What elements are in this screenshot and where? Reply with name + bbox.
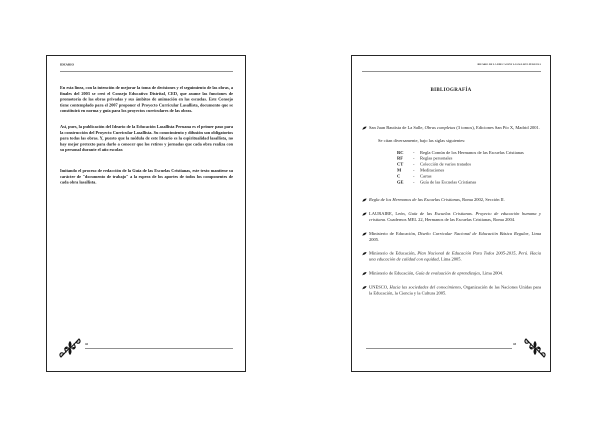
entry-author: Ministerio de Educación, — [369, 250, 418, 256]
entry-title: Guía de evaluación de aprendizajes — [415, 270, 481, 276]
entry-details: , Lima 2004. — [480, 270, 504, 276]
paragraph: Así, pues, la publicación del Ideario de la Educación Lasallista Peruana es el primer paso para la construcción del Proyecto Curricular Lasallista. Su conocimiento y difusión son obligatorios para todas las obras. Y, puesto que la médula de este Ideario es la espiritualidad lasallista, no hay mejor pretexto para darlo a conocer que los retiros y jornadas que cada obra realiza con su personal durante el año escolar. — [60, 123, 233, 153]
entry-author: UNESCO, — [369, 284, 390, 290]
leaf-bullet-icon — [362, 285, 367, 289]
bibliography-entry — [362, 251, 541, 263]
sigla-text: Regla Común de los Hermanos de las Escuelas Cristianas — [420, 149, 524, 155]
entry-title: Plan Nacional de Educación Para Todos 2005-2015, Perú. Hacia una educación de calidad con equidad — [369, 250, 541, 262]
sigla-separator: - — [413, 155, 415, 161]
footer-rule — [366, 348, 512, 349]
sigla-code: RC — [397, 149, 404, 155]
entry-details: (3 tomos), Ediciones San Pío X, Madrid 2001. — [455, 125, 540, 130]
bibliography-entry — [362, 125, 541, 131]
sigla-separator: - — [413, 167, 415, 173]
entry-details: Cuadernos MEL 22, Hermanos de las Escuelas Cristianas, Roma 2004. — [386, 216, 516, 222]
leaf-bullet-icon — [362, 212, 367, 216]
leaf-bullet-icon — [362, 126, 367, 130]
sigla-code: C — [397, 173, 401, 179]
leaf-bullet-icon — [362, 232, 367, 236]
right-page-content — [352, 56, 550, 371]
leaf-bullet-icon — [362, 198, 367, 202]
running-head: IDEARIO DE LA EDUCACIÓN LASALLISTA PERUANA — [477, 63, 541, 66]
entry-author: LAURAIRE, León, — [369, 211, 409, 217]
header-rule — [362, 72, 541, 73]
bibliography-entry — [362, 231, 541, 243]
sigla-text: Meditaciones — [420, 167, 445, 173]
right-page — [351, 55, 551, 372]
entry-details: , Roma 2002, Sección II. — [459, 197, 505, 203]
bibliography-entry — [362, 270, 541, 276]
leaf-bullet-icon — [362, 252, 367, 256]
entry-details: , Organización de las Naciones Unidas para la Educación, la Ciencia y la Cultura 2005. — [369, 284, 542, 296]
entry-author: Ministerio de Educación, — [369, 270, 416, 276]
left-page — [46, 55, 246, 372]
bibliography-entry — [362, 284, 541, 296]
sigla-row — [362, 179, 541, 185]
entry-title: Obras completas — [424, 125, 456, 130]
sigla-separator: - — [413, 179, 415, 185]
sigla-code: RF — [397, 155, 403, 161]
page-number: 43 — [513, 343, 516, 346]
sigla-text: Guía de las Escuelas Cristianas — [420, 179, 477, 185]
sigla-separator: - — [413, 173, 415, 179]
body-text — [60, 85, 233, 185]
entry-title: Guía de las Escuelas Cristianas. Proyecto de educación humana y cristiana. — [369, 211, 541, 222]
entry-title: Diseño Curricular Nacional de Educación Básica Regular — [417, 230, 529, 236]
sigla-code: M — [397, 167, 402, 173]
entry-details: , Lima 2005. — [438, 256, 462, 262]
bibliography-title: BIBLIOGRAFÍA — [430, 87, 472, 93]
footer-rule — [85, 348, 233, 349]
left-page-content — [47, 56, 245, 371]
sigla-code: GE — [397, 179, 404, 185]
sigla-list — [362, 150, 541, 185]
entry-title: Regla de los Hermanos de las Escuelas Cristianas — [369, 197, 460, 203]
bibliography-entry — [362, 197, 541, 203]
sigla-separator: - — [413, 149, 415, 155]
entry-title: Hacia las sociedades del conocimiento — [389, 284, 461, 290]
sigla-code: CT — [397, 161, 404, 167]
paragraph: Imitando el proceso de redacción de la Guía de las Escuelas Cristianas, este texto mantiene su carácter de "documento de trabajo" a la espera de los aportes de todos los componentes de cada obra lasallista. — [60, 167, 233, 185]
sigla-text: Reglas personales — [420, 155, 453, 161]
sigla-text: Cartas — [420, 173, 432, 179]
bibliography-list — [362, 125, 541, 296]
header-rule — [60, 72, 233, 73]
entry-details: , Lima 2005. — [369, 230, 541, 242]
sigla-intro: Se citan diversamente, bajo las siglas siguientes: — [378, 137, 466, 143]
paragraph: En esta línea, con la intención de mejorar la toma de decisiones y el seguimiento de las obras, a finales del 2003 se creó el Consejo Educativo Distrital, CED, que asume las funciones de promotoría de las obras privadas y sus ámbitos de animación en las escuelas. Este Consejo tiene contemplado para el 2007 proponer el Proyecto Curricular Lasallista, documento que se constituirá en norma y guía para los proyectos curriculares de las obras. — [60, 85, 233, 114]
floral-ornament-icon — [523, 336, 547, 360]
floral-ornament-icon — [58, 336, 82, 360]
entry-author: Ministerio de Educación, — [369, 230, 418, 236]
running-head: IDEARIO — [60, 63, 75, 67]
entry-author: San Juan Bautista de La Salle, — [369, 125, 425, 130]
page-number: 42 — [85, 343, 88, 346]
sigla-text: Colección de varios tratados — [420, 161, 472, 167]
bibliography-entry — [362, 211, 541, 223]
leaf-bullet-icon — [362, 271, 367, 275]
sigla-separator: - — [413, 161, 415, 167]
